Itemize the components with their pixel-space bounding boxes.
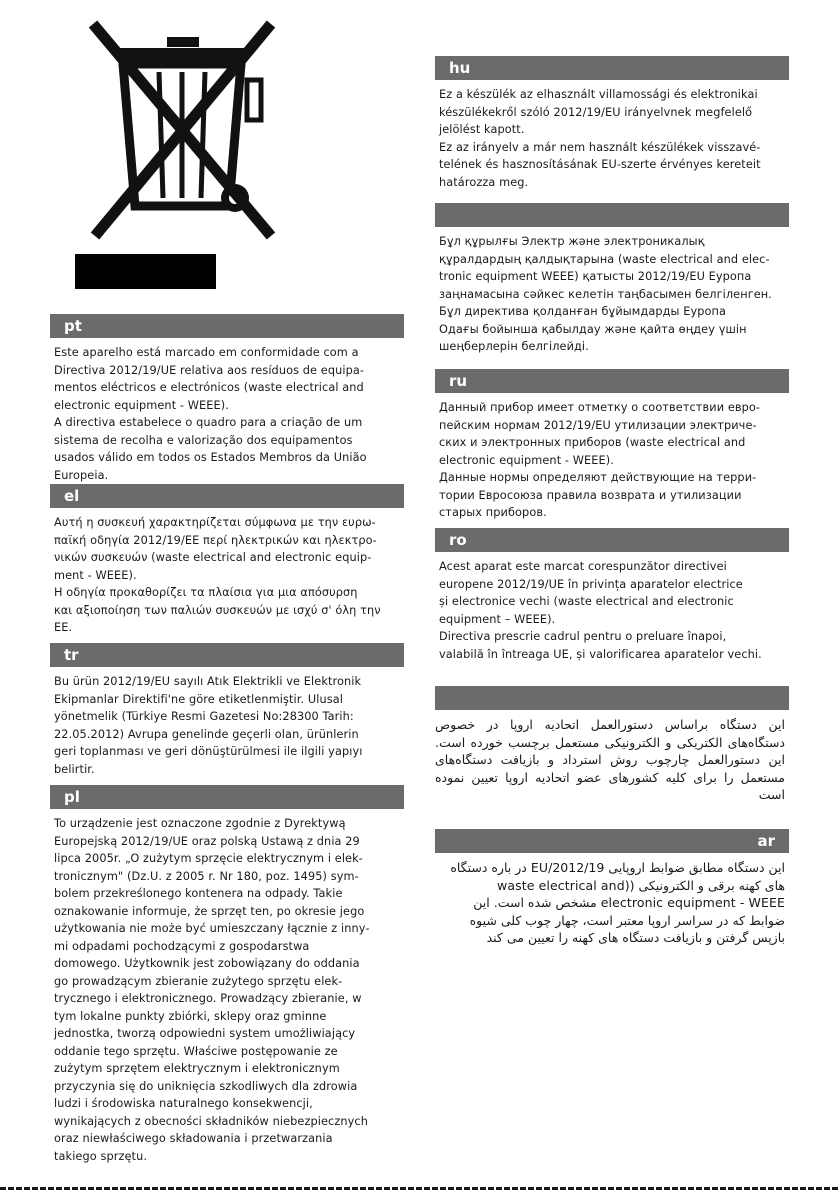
- section-el: [50, 484, 404, 637]
- section-text-ro: Acest aparat este marcat corespunzător directivei europene 2012/19/UE în privința aparatelor electrice și electronice vechi (waste electrical and electronic equipment – WEEE). Directiva prescrie cadrul pentru o preluare înapoi, valabilă în întreaga UE, și valorificarea aparatelor vechi.: [439, 560, 762, 661]
- section-text-ar: این دستگاه مطابق ضوابط اروپایی 2012/19/EU در باره دستگاه های کهنه برقی و الکترونیکی ((waste electrical and electronic equipment - WEEE مشخص شده است. این ضوابط که در سراسر اروپا معتبر است، چهار چوب کلی شیوه بازپس گرفتن و بازیافت دستگاه های کهنه را تعیین می کند: [450, 860, 785, 945]
- section-kk: [435, 203, 789, 356]
- section-header-el: el: [50, 484, 404, 508]
- weee-crossed-bin-icon: [75, 10, 275, 290]
- section-text-tr: Bu ürün 2012/19/EU sayılı Atık Elektrikli ve Elektronik Ekipmanlar Direktifi'ne göre etiketlenmiştir. Ulusal yönetmelik (Türkiye Resmi Gazetesi No:28300 Tarih: 22.05.2012) Avrupa genelinde geçerli olan, ürünlerin geri toplanması ve geri dönüştürülmesi ile ilgili yapıyı belirtir.: [54, 675, 363, 776]
- section-text-pt: Este aparelho está marcado em conformidade com a Directiva 2012/19/UE relativa aos resíduos de equipa- mentos eléctricos e electrónicos (waste electrical and electronic equipment - WEEE). A directiva estabelece o quadro para a criação de um sistema de recolha e valorização dos equipamentos usados válido em todos os Estados Membros da União Europeia.: [54, 346, 367, 482]
- section-header-pt: pt: [50, 314, 404, 338]
- section-ar: [435, 829, 789, 947]
- section-header-ro: ro: [435, 528, 789, 552]
- section-fa: [435, 686, 789, 804]
- section-ru: [435, 369, 789, 522]
- weee-bar-mark: [75, 254, 216, 289]
- section-text-el: Αυτή η συσκευή χαρακτηρίζεται σύμφωνα με την ευρω- παϊκή οδηγία 2012/19/ΕΕ περί ηλεκτρικών και ηλεκτρο- νικών συσκευών (waste electrical and electronic equip- ment - WEEE). Η οδηγία προκαθορίζει τα πλαίσια για μια απόσυρση και αξιοποίηση των παλιών συσκευών με ισχύ σ' όλη την ΕΕ.: [54, 516, 381, 634]
- section-text-pl: To urządzenie jest oznaczone zgodnie z Dyrektywą Europejską 2012/19/UE oraz polską Ustawą z dnia 29 lipca 2005r. „O zużytym sprzęcie elektrycznym i elek- tronicznym" (Dz.U. z 2005 r. Nr 180, poz. 1495) sym- bolem przekreślonego kontenera na odpady. Takie oznakowanie informuje, że sprzęt ten, po okresie jego użytkowania nie może być umieszczany łącznie z inny- mi odpadami pochodzącymi z gospodarstwa domowego. Użytkownik jest zobowiązany do oddania go prowadzącym zbieranie zużytego sprzętu elek- trycznego i elektronicznego. Prowadzący zbieranie, w tym lokalne punkty zbiórki, sklepy oraz gminne jednostka, tworzą odpowiedni system umożliwiający oddanie tego sprzętu. Właściwe postępowanie ze zużytym sprzętem elektrycznym i elektronicznym przyczynia się do uniknięcia szkodliwych dla zdrowia ludzi i środowiska naturalnego konsekwencji, wynikających z obecności składników niebezpiecznych oraz niewłaściwego składowania i przetwarzania takiego sprzętu.: [54, 817, 370, 1163]
- section-hu: [435, 56, 789, 191]
- section-ro: [435, 528, 789, 663]
- page-bottom-border: [0, 1187, 840, 1190]
- section-header-tr: tr: [50, 643, 404, 667]
- section-header-ar: ar: [435, 829, 789, 853]
- section-header-ru: ru: [435, 369, 789, 393]
- section-text-fa: این دستگاه براساس دستورالعمل اتحادیه اروپا در خصوص دستگاه‌های الکتریکی و الکترونیکی مستعمل برچسب خورده است. این دستورالعمل چارچوب روش استرداد و بازیافت دستگاه‌های مستعمل را برای کلیه کشورهای عضو اتحادیه اروپا تعیین نموده است: [435, 717, 785, 802]
- section-header-pl: pl: [50, 785, 404, 809]
- section-tr: [50, 643, 404, 778]
- section-header-fa: [435, 686, 789, 710]
- section-pl: [50, 785, 404, 1165]
- section-text-hu: Ez a készülék az elhasznált villamossági és elektronikai készülékekről szóló 2012/19/EU irányelvnek megfelelő jelölést kapott. Ez az irányelv a már nem használt készülékek visszavé- telének és hasznosításának EU-szerte érvényes kereteit határozza meg.: [439, 88, 761, 189]
- section-text-kk: Бұл құрылғы Электр және электроникалық құралдардың қалдықтарына (waste electrical and elec- tronic equipment WEEE) қатысты 2012/19/EU Еуропа заңнамасына сәйкес келетін таңбасымен белгіленген. Бұл директива қолданған бұйымдарды Еуропа Одағы бойынша қабылдау және қайта өңдеу үшін шеңберлерін белгілейді.: [439, 235, 772, 353]
- section-pt: [50, 314, 404, 484]
- section-header-hu: hu: [435, 56, 789, 80]
- section-header-kk: [435, 203, 789, 227]
- section-text-ru: Данный прибор имеет отметку о соответствии евро- пейским нормам 2012/19/EU утилизации электриче- ских и электронных приборов (waste electrical and electronic equipment - WEEE). Данные нормы определяют действующие на терри- тории Евросоюза правила возврата и утилизации старых приборов.: [439, 401, 761, 519]
